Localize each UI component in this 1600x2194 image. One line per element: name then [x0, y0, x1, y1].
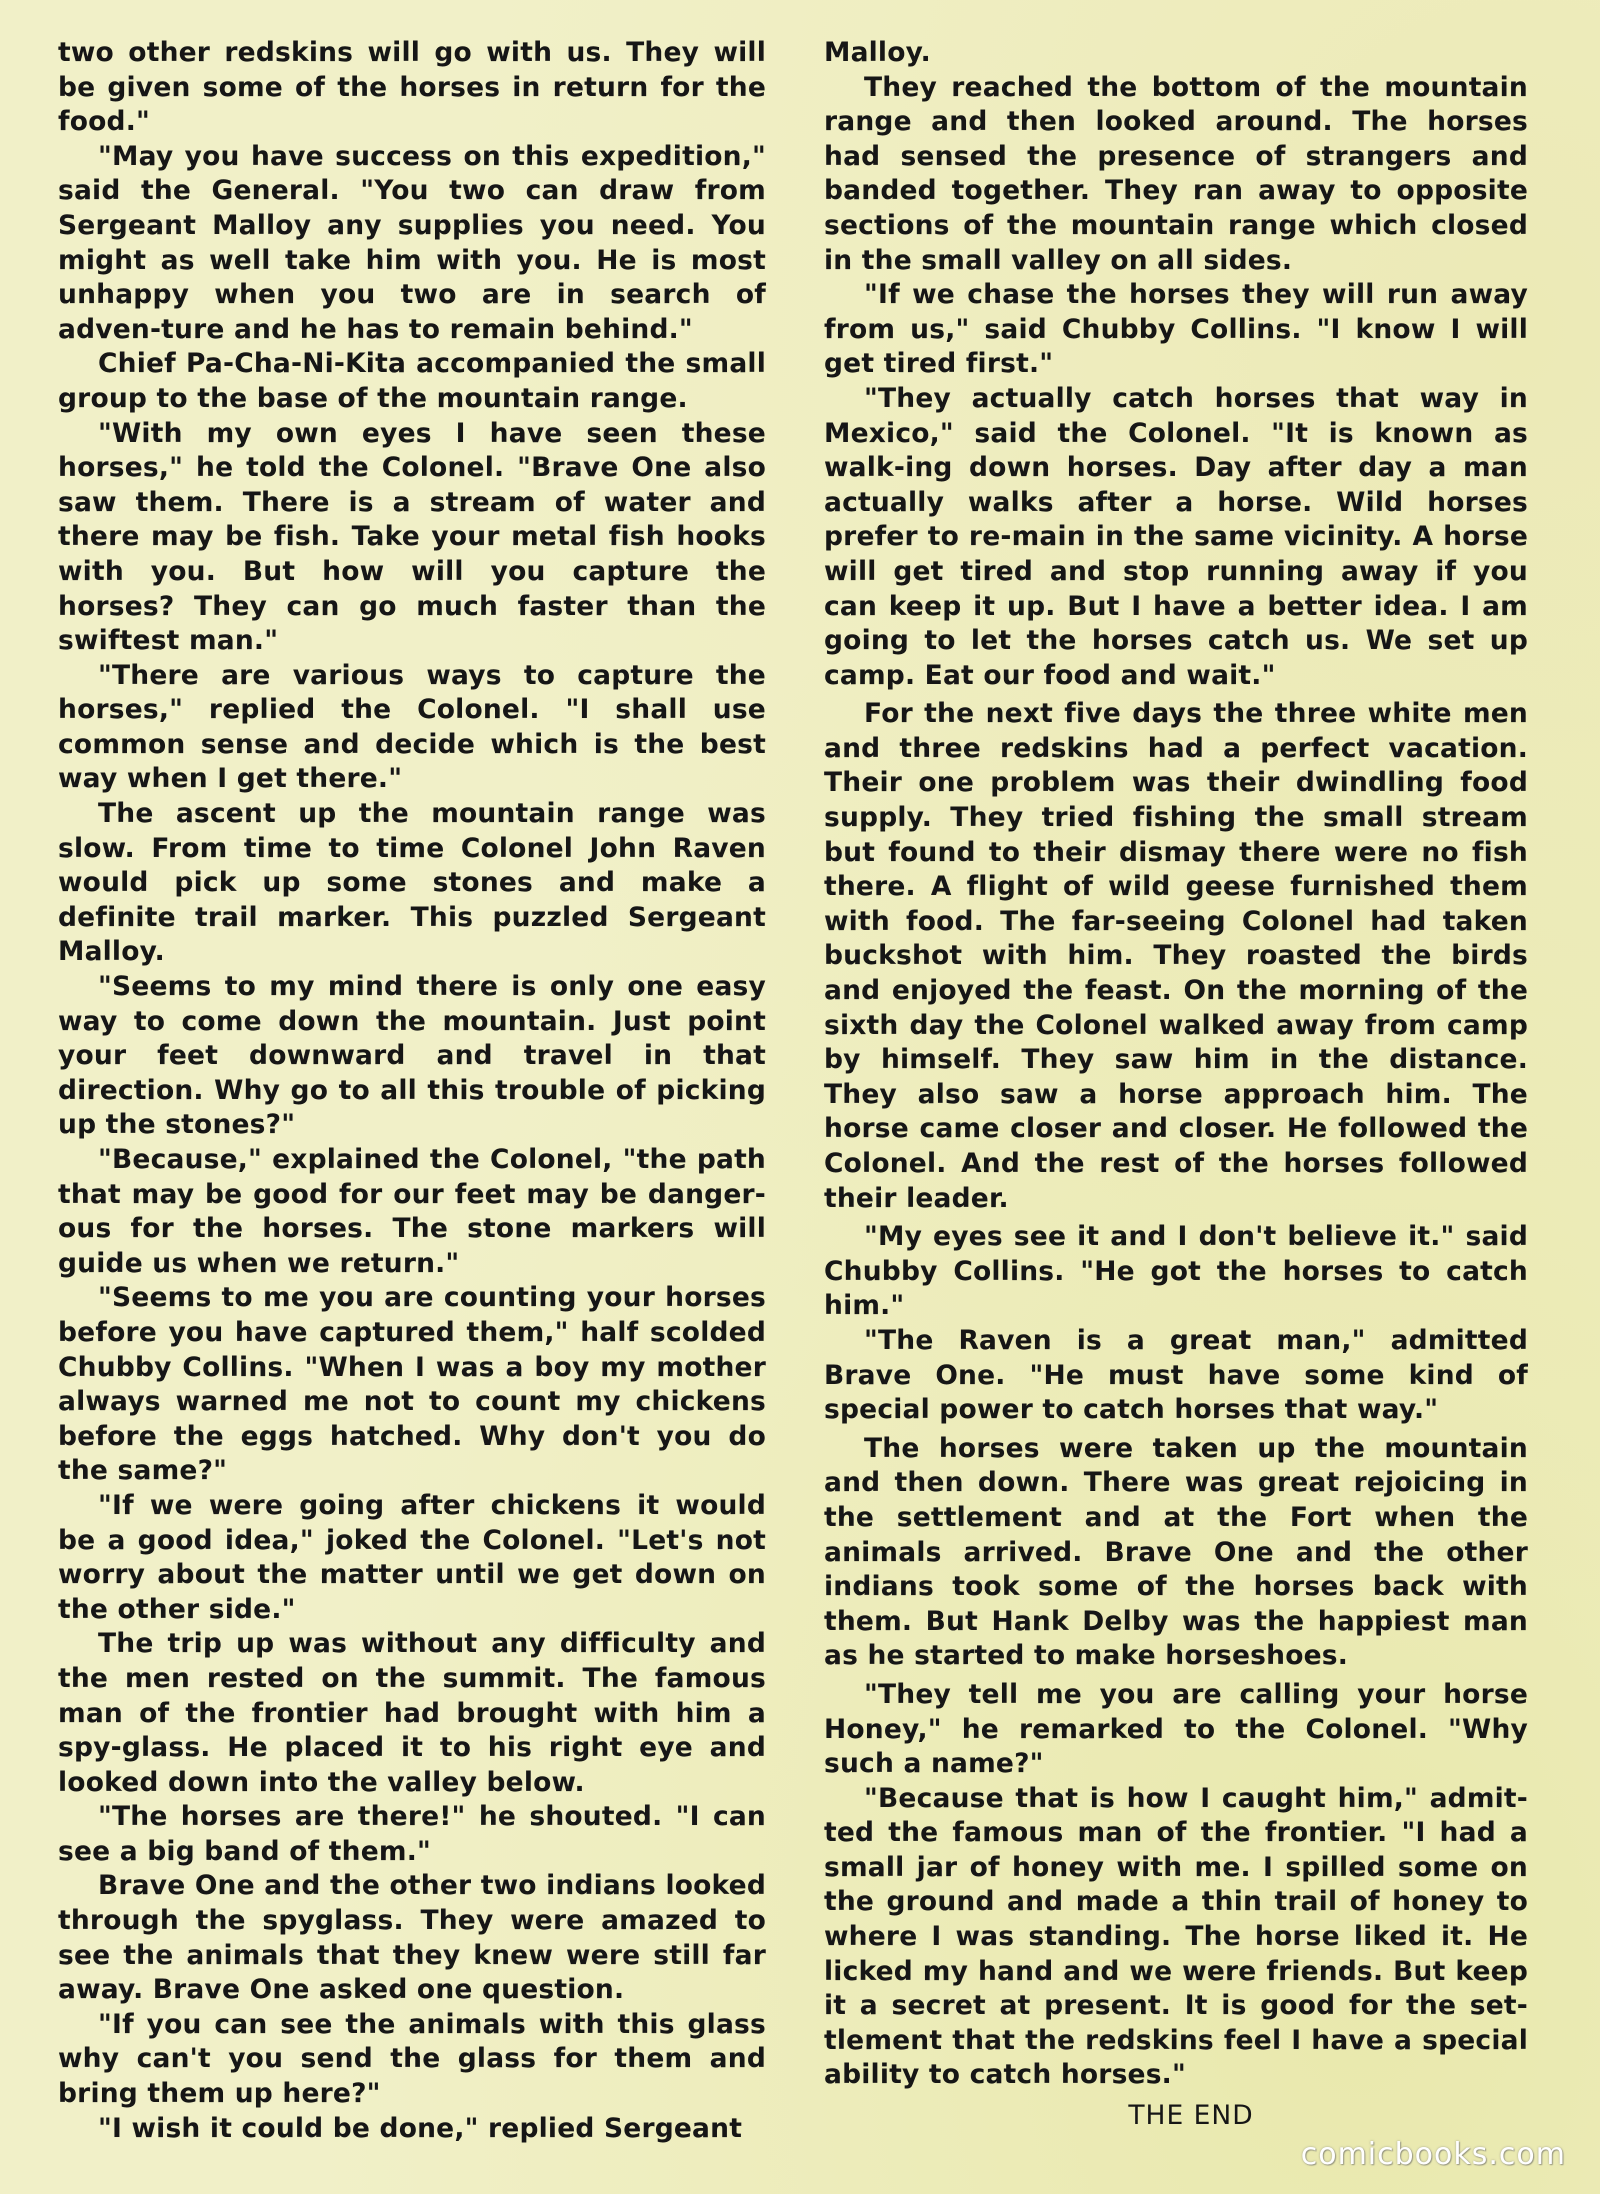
paragraph: "May you have success on this expedition," said the General. "You two can draw from Sergeant Malloy any supplies you need. You might as well take him with you. He is most unhappy when you two are in search of adven-ture and he has to remain behind.": [58, 140, 766, 345]
paragraph: "If you can see the animals with this glass why can't you send the glass for them and bring them up here?": [58, 2008, 766, 2110]
paragraph: "The horses are there!" he shouted. "I can see a big band of them.": [58, 1801, 766, 1867]
paragraph: "If we were going after chickens it would be a good idea," joked the Colonel. "Let's not worry about the matter until we get down on the other side.": [58, 1489, 766, 1625]
paragraph: "The Raven is a great man," admitted Brave One. "He must have some kind of special power to catch horses that way.": [824, 1324, 1528, 1426]
paragraph: "There are various ways to capture the horses," replied the Colonel. "I shall use common sense and decide which is the best way when I get there.": [58, 659, 766, 795]
the-end-label: THE END: [1128, 2100, 1254, 2132]
paragraph: "If we chase the horses they will run away from us," said Chubby Collins. "I know I will get tired first.": [824, 279, 1528, 380]
site-watermark: comicbooks.com: [1300, 2137, 1566, 2172]
paragraph: The ascent up the mountain range was slow. From time to time Colonel John Raven would pick up some stones and make a definite trail marker. This puzzled Sergeant Malloy.: [58, 798, 766, 968]
paragraph: "Seems to my mind there is only one easy way to come down the mountain. Just point your feet downward and travel in that direction. Why go to all this trouble of picking up the stones?": [58, 971, 766, 1141]
paragraph: Chief Pa-Cha-Ni-Kita accompanied the small group to the base of the mountain range.: [58, 348, 766, 414]
paragraph: "Because," explained the Colonel, "the path that may be good for our feet may be danger-ous for the horses. The stone markers will guide us when we return.": [58, 1144, 766, 1279]
paragraph: Malloy.: [824, 37, 931, 68]
paragraph: For the next five days the three white men and three redskins had a perfect vacation. Their one problem was their dwindling food supply. They tried fishing the small stream but found to their dismay there were no fish there. A flight of wild geese furnished them with food. The far-seeing Colonel had taken buckshot with him. They roasted the birds and enjoyed the feast. On the morning of the sixth day the Colonel walked away from camp by himself. They saw him in the distance. They also saw a horse approach him. The horse came closer and closer. He followed the Colonel. And the rest of the horses followed their leader.: [824, 698, 1528, 1214]
paragraph: two other redskins will go with us. They will be given some of the horses in return for the food.": [58, 37, 766, 138]
paragraph: Brave One and the other two indians looked through the spyglass. They were amazed to see the animals that they knew were still far away. Brave One asked one question.: [58, 1870, 766, 2006]
paragraph: The horses were taken up the mountain and then down. There was great rejoicing in the settlement and at the Fort when the animals arrived. Brave One and the other indians took some of the horses back with them. But Hank Delby was the happiest man as he started to make horseshoes.: [824, 1432, 1528, 1672]
paragraph: "Seems to me you are counting your horses before you have captured them," half scolded Chubby Collins. "When I was a boy my mother always warned me not to count my chickens before the eggs hatched. Why don't you do the same?": [58, 1282, 766, 1487]
paragraph: They reached the bottom of the mountain range and then looked around. The horses had sensed the presence of strangers and banded together. They ran away to opposite sections of the mountain range which closed in the small valley on all sides.: [824, 71, 1528, 276]
paragraph: The trip up was without any difficulty and the men rested on the summit. The famous man of the frontier had brought with him a spy-glass. He placed it to his right eye and looked down into the valley below.: [58, 1628, 766, 1798]
left-text-column: [58, 36, 766, 2146]
paragraph: "My eyes see it and I don't believe it." said Chubby Collins. "He got the horses to catch him.": [824, 1221, 1528, 1322]
paragraph: "With my own eyes I have seen these horses," he told the Colonel. "Brave One also saw them. There is a stream of water and there may be fish. Take your metal fish hooks with you. But how will you capture the horses? They can go much faster than the swiftest man.": [58, 417, 766, 657]
paragraph: "Because that is how I caught him," admit-ted the famous man of the frontier. "I had a small jar of honey with me. I spilled some on the ground and made a thin trail of honey to where I was standing. The horse liked it. He licked my hand and we were friends. But keep it a secret at present. It is good for the set-tlement that the redskins feel I have a special ability to catch horses.": [824, 1782, 1528, 2091]
paragraph: "They tell me you are calling your horse Honey," he remarked to the Colonel. "Why such a name?": [824, 1678, 1528, 1780]
paragraph: "I wish it could be done," replied Sergeant: [98, 2112, 743, 2144]
paragraph: "They actually catch horses that way in Mexico," said the Colonel. "It is known as walk-ing down horses. Day after day a man actually walks after a horse. Wild horses prefer to re-main in the same vicinity. A horse will get tired and stop running away if you can keep it up. But I have a better idea. I am going to let the horses catch us. We set up camp. Eat our food and wait.": [824, 382, 1528, 691]
right-text-column: [824, 36, 1528, 2134]
